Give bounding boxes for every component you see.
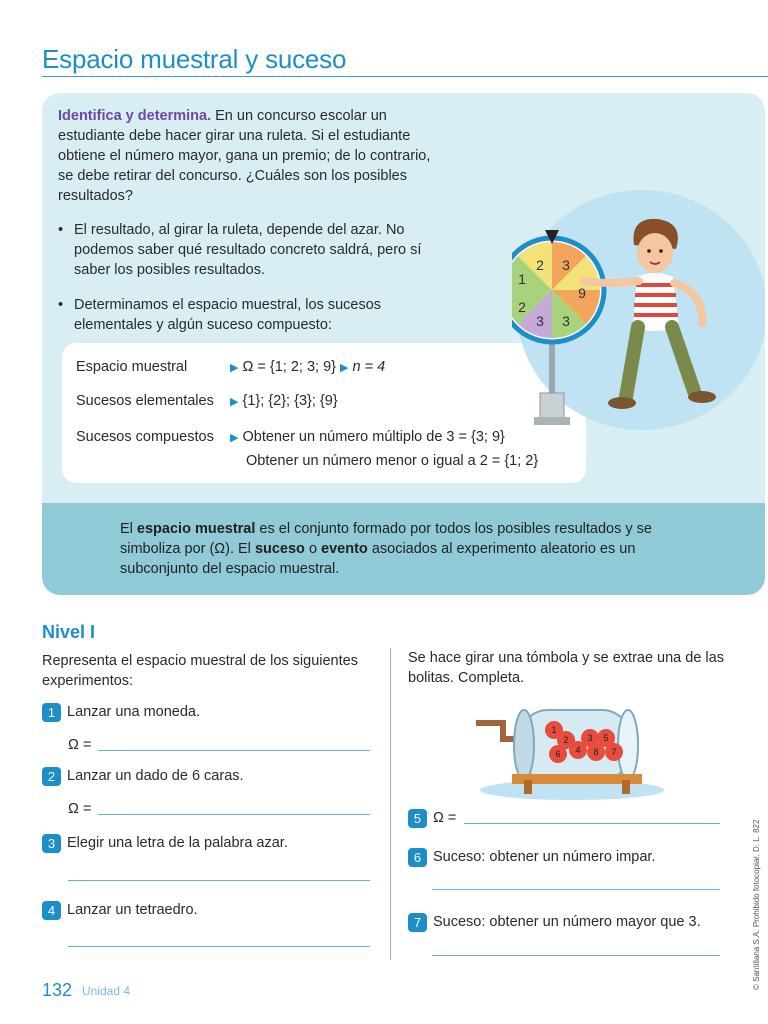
task-text: Lanzar una moneda. (67, 704, 201, 720)
task-text: Ω = (433, 810, 457, 826)
compound-value-1: Obtener un número múltiplo de 3 = {3; 9} (242, 429, 505, 445)
task-text: Lanzar un dado de 6 caras. (67, 768, 244, 784)
sample-row-space (76, 357, 385, 378)
answer-line-2[interactable] (98, 814, 370, 815)
wheel-number: 9 (578, 285, 586, 301)
answer-line-4[interactable] (68, 946, 370, 947)
task-number-badge: 5 (408, 809, 427, 828)
task-6 (408, 847, 655, 867)
wheel-number: 1 (518, 271, 526, 287)
answer-line-3[interactable] (68, 880, 370, 881)
ball-number: 1 (551, 725, 557, 735)
sample-row-compound (76, 427, 505, 448)
ball-number: 3 (587, 733, 593, 743)
ball-number: 8 (593, 747, 599, 757)
wheel-number: 3 (536, 313, 544, 329)
elementary-label: Sucesos elementales (76, 393, 214, 409)
task-4 (42, 900, 198, 920)
definition-band (42, 503, 765, 595)
sample-space-label: Espacio muestral (76, 359, 188, 375)
task-number-badge: 1 (42, 703, 61, 722)
wheel-number: 2 (536, 257, 544, 273)
task-number-badge: 2 (42, 767, 61, 786)
roulette-base (540, 393, 564, 419)
roulette-pole (549, 340, 555, 400)
answer-line-5[interactable] (464, 823, 720, 824)
intro-bullet-2: • Determinamos el espacio muestral, los sucesos elementales y algún suceso compuesto: (58, 295, 458, 335)
sample-space-n: n = 4 (352, 359, 386, 375)
ball-number: 7 (611, 747, 617, 757)
intro-lead: Identifica y determina. (58, 108, 212, 124)
compound-value-2: Obtener un número menor o igual a 2 = {1; 2} (246, 453, 539, 469)
arrow-icon: ▶ (230, 432, 239, 444)
sample-space-panel (62, 343, 586, 483)
ball-number: 2 (563, 735, 569, 745)
left-instruction: Representa el espacio muestral de los siguientes experimentos: (42, 653, 358, 689)
task-5 (408, 808, 456, 828)
roulette-foot (534, 417, 570, 425)
term-evento: evento (321, 541, 368, 557)
roulette-illustration (512, 185, 765, 445)
unit-label: Unidad 4 (82, 984, 131, 998)
right-instruction: Se hace girar una tómbola y se extrae una de las bolitas. Completa. (408, 650, 724, 686)
ball-number: 5 (603, 733, 609, 743)
page-number: 132 (42, 980, 73, 1000)
task-3 (42, 833, 288, 853)
task-text: Lanzar un tetraedro. (67, 902, 198, 918)
intro-paragraph (58, 106, 443, 206)
side-copyright: © Santillana S.A. Prohibido fotocopiar. D. L. 822 (752, 819, 761, 990)
omega-label: Ω = (68, 737, 92, 753)
task-number-badge: 7 (408, 913, 427, 932)
definition-text: El espacio muestral es el conjunto formado por todos los posibles resultados y se simboliza por (Ω). El suceso o evento asociados al experimento aleatorio es un subconjunto del espacio muestral. (120, 521, 652, 577)
sample-row-elementary (76, 391, 338, 412)
term-suceso: suceso (254, 541, 305, 557)
page-title: Espacio muestral y suceso (42, 44, 347, 74)
task-number-badge: 3 (42, 834, 61, 853)
intro-box (42, 93, 765, 595)
task-7 (408, 912, 701, 932)
intro-bullet-1: • El resultado, al girar la ruleta, depende del azar. No podemos saber qué resultado concreto saldrá, pero sí saber los posibles resultados. (58, 220, 458, 280)
arrow-icon: ▶ (230, 396, 239, 408)
column-divider (390, 648, 391, 960)
answer-line-1[interactable] (98, 750, 370, 751)
task-1 (42, 702, 200, 722)
wheel-number: 2 (518, 299, 526, 315)
task-number-badge: 6 (408, 848, 427, 867)
term-espacio-muestral: espacio muestral (136, 521, 256, 537)
arrow-icon: ▶ (340, 362, 349, 374)
answer-line-7[interactable] (432, 955, 720, 956)
ball-number: 6 (555, 749, 561, 759)
tombola-illustration (472, 702, 672, 802)
answer-line-6[interactable] (432, 889, 720, 890)
sample-space-value: Ω = {1; 2; 3; 9} (242, 359, 336, 375)
task-text: Suceso: obtener un número impar. (433, 849, 656, 865)
wheel-number: 3 (562, 257, 570, 273)
level-title: Nivel I (42, 622, 96, 642)
intro-text: En un concurso escolar un estudiante debe hacer girar una ruleta. Si el estudiante obtiene el número mayor, gana un premio; de lo contrario, se debe retirar del concurso. ¿Cuáles son los posibles resultados? (58, 108, 431, 204)
wheel-number: 3 (562, 313, 570, 329)
elementary-value: {1}; {2}; {3}; {9} (242, 393, 338, 409)
title-rule (42, 76, 768, 77)
task-text: Suceso: obtener un número mayor que 3. (433, 914, 701, 930)
ball-number: 4 (575, 745, 581, 755)
task-2 (42, 766, 244, 786)
compound-label: Sucesos compuestos (76, 429, 214, 445)
task-text: Elegir una letra de la palabra azar. (67, 835, 288, 851)
task-number-badge: 4 (42, 901, 61, 920)
omega-label: Ω = (68, 801, 92, 817)
arrow-icon: ▶ (230, 362, 239, 374)
